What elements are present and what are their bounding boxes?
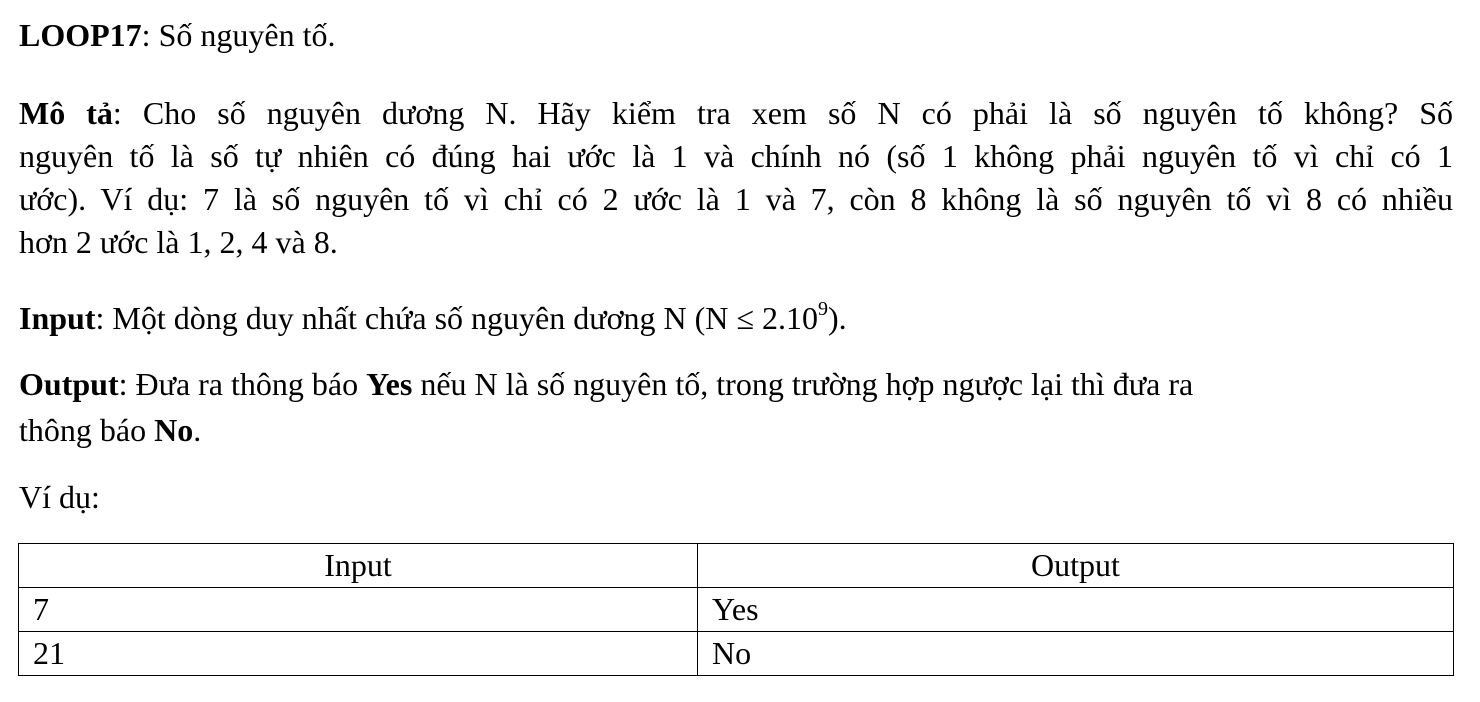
table-row — [19, 632, 1454, 676]
input-text: Một dòng duy nhất chứa số nguyên dương N (N ≤ 2.10 — [112, 300, 818, 336]
table-cell-output: Yes — [698, 588, 1454, 632]
description-separator: : — [112, 95, 143, 131]
description-text-4: hơn 2 ước là 1, 2, 4 và 8. — [19, 224, 338, 260]
problem-title — [19, 14, 335, 57]
problem-code: LOOP17 — [19, 17, 142, 53]
input-exponent: 9 — [817, 298, 828, 321]
example-table — [18, 543, 1454, 676]
output-label: Output — [19, 366, 119, 402]
input-tail: ). — [827, 300, 847, 336]
output-text-4: . — [193, 412, 202, 448]
description-text-1: Cho số nguyên dương N. Hãy kiểm tra xem số N có phải là số nguyên tố không? Số — [142, 95, 1454, 131]
description-line-3 — [19, 178, 1453, 221]
description-label: Mô tả — [19, 95, 113, 131]
description-line-4 — [19, 221, 338, 264]
problem-name: Số nguyên tố. — [158, 17, 336, 53]
output-separator: : — [118, 366, 136, 402]
output-no-keyword: No — [154, 412, 194, 448]
output-text-1: Đưa ra thông báo — [135, 366, 367, 402]
description-text-3: ước). Ví dụ: 7 là số nguyên tố vì chỉ có 2 ước là 1 và 7, còn 8 không là số nguyên tố vì 8 có nhiều — [19, 181, 1453, 217]
input-spec — [19, 297, 847, 340]
title-separator: : — [141, 17, 159, 53]
example-label: Ví dụ: — [19, 479, 100, 515]
output-text-3: thông báo — [19, 412, 155, 448]
table-header-row — [19, 544, 1454, 588]
table-cell-input: 21 — [19, 632, 698, 676]
table-cell-output: No — [698, 632, 1454, 676]
output-text-2: nếu N là số nguyên tố, trong trường hợp ngược lại thì đưa ra — [412, 366, 1194, 402]
description-line-1 — [19, 92, 1453, 135]
description-line-2 — [19, 135, 1453, 178]
input-separator: : — [95, 300, 113, 336]
input-label: Input — [19, 300, 96, 336]
table-header-input: Input — [19, 544, 698, 588]
output-spec-line-2 — [19, 409, 201, 452]
table-header-output: Output — [698, 544, 1454, 588]
output-yes-keyword: Yes — [366, 366, 413, 402]
table-row — [19, 588, 1454, 632]
table-cell-input: 7 — [19, 588, 698, 632]
description-text-2: nguyên tố là số tự nhiên có đúng hai ước là 1 và chính nó (số 1 không phải nguyên tố vì chỉ có 1 — [19, 138, 1453, 174]
output-spec-line-1 — [19, 363, 1193, 406]
